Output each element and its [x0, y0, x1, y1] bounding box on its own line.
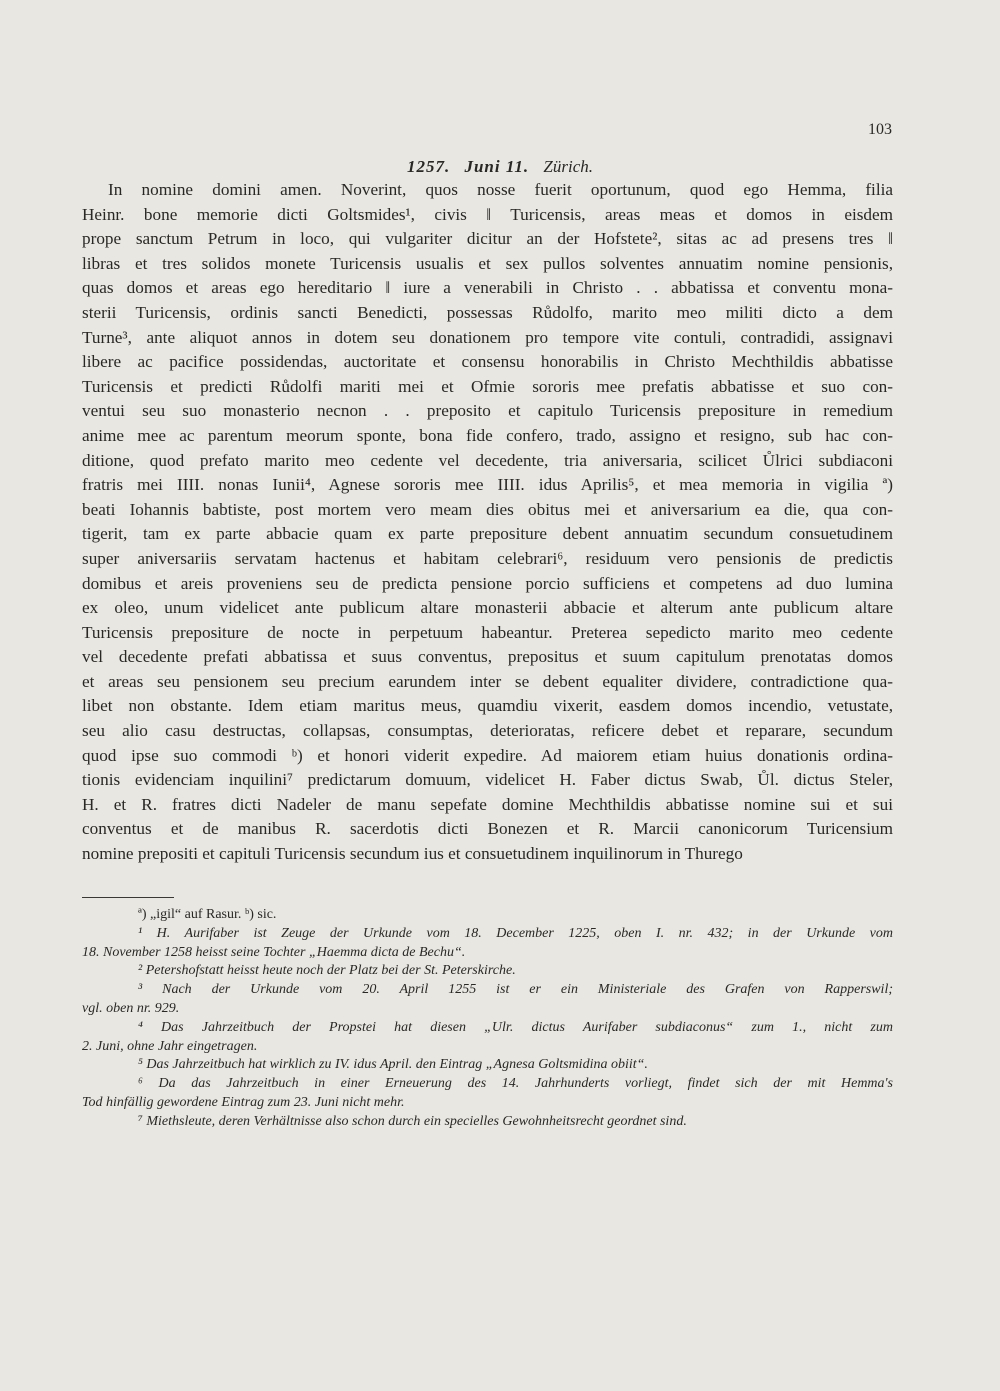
body-line: vel decedente prefati abbatissa et suus conventus, prepositus et suum capitulum prenotatas domos [82, 647, 893, 667]
body-line: Heinr. bone memorie dicti Goltsmides¹, civis ‖ Turicensis, areas meas et domos in eisdem [82, 204, 893, 224]
footnote-line: vgl. oben nr. 929. [82, 1000, 180, 1016]
body-line: seu alio casu destructas, collapsas, consumptas, deterioratas, reficere debet et reparare, secundum [82, 721, 893, 741]
body-line: Turicensis et predicti Růdolfi mariti mei et Ofmie sororis mee prefatis abbatisse et suo con- [82, 376, 893, 396]
body-line: et areas seu pensionem seu precium earundem inter se debent equaliter dividere, contradictione qua- [82, 671, 893, 691]
footnote-line: ³ Nach der Urkunde vom 20. April 1255 ist er ein Ministeriale des Grafen von Rapperswil; [138, 982, 893, 998]
footnote-line: 18. November 1258 heisst seine Tochter „Haemma dicta de Bechu“. [82, 944, 466, 960]
body-line: ventui seu suo monasterio necnon . . preposito et capitulo Turicensis prepositure in remedium [82, 401, 893, 421]
body-line: In nomine domini amen. Noverint, quos nosse fuerit oportunum, quod ego Hemma, filia [108, 180, 893, 199]
footnote-line: ⁵ Das Jahrzeitbuch hat wirklich zu IV. idus April. den Eintrag „Agnesa Goltsmidina obiit“. [138, 1057, 648, 1073]
body-line: beati Iohannis babtiste, post mortem vero meam dies obitus mei et aniversarium ea die, qua con- [82, 499, 893, 519]
footnote-line: Tod hinfällig gewordene Eintrag zum 23. Juni nicht mehr. [82, 1094, 405, 1110]
body-line: tionis evidenciam inquilini⁷ predictarum domuum, videlicet H. Faber dictus Swab, Ůl. dictus Steler, [82, 770, 893, 790]
body-line: domibus et areis proveniens seu de predicta pensione porcio sufficiens et competens ad duo lumina [82, 573, 893, 593]
footnote-separator [82, 897, 174, 898]
body-line: H. et R. fratres dicti Nadeler de manu sepefate domine Mechthildis abbatisse nomine sui et sui [82, 794, 893, 814]
heading-place: Zürich. [543, 157, 594, 176]
body-line: prope sanctum Petrum in loco, qui vulgariter dicitur an der Hofstete², sitas ac ad presens tres ‖ [82, 229, 893, 249]
footnote-line: ⁴ Das Jahrzeitbuch der Propstei hat diesen „Ulr. dictus Aurifaber subdiaconus“ zum 1., nicht zum [138, 1019, 893, 1035]
footnote-line: ⁷ Miethsleute, deren Verhältnisse also schon durch ein specielles Gewohnheitsrecht geordnet sind. [138, 1113, 687, 1129]
footnote-line: 2. Juni, ohne Jahr eingetragen. [82, 1038, 258, 1054]
footnote-line: ⁶ Da das Jahrzeitbuch in einer Erneuerung des 14. Jahrhunderts vorliegt, findet sich der mit Hemma's [138, 1076, 893, 1092]
charter-heading [0, 157, 1000, 177]
body-line: conventus et de manibus R. sacerdotis dicti Bonezen et R. Marcii canonicorum Turicensium [82, 819, 893, 839]
body-line: libras et tres solidos monete Turicensis usualis et sex pullos solventes annuatim nomine pensionis, [82, 253, 893, 273]
body-line: tigerit, tam ex parte abbacie quam ex parte prepositure debent annuatim secundum consuetudinem [82, 524, 893, 544]
body-line: Turicensis prepositure de nocte in perpetuum habeantur. Preterea sepedicto marito meo cedente [82, 622, 893, 642]
footnote-line: ª) „igil“ auf Rasur. ᵇ) sic. [138, 907, 277, 922]
footnote-line: ¹ H. Aurifaber ist Zeuge der Urkunde vom 18. December 1225, oben I. nr. 432; in der Urkunde vom [138, 925, 893, 941]
charter-body [82, 178, 893, 867]
body-line: anime mee ac parentum meorum sponte, bona fide confero, trado, assigno et resigno, sub hac con- [82, 425, 893, 445]
body-line: quod ipse suo commodi ᵇ) et honori viderit expedire. Ad maiorem etiam huius donationis ordina- [82, 745, 893, 765]
body-line: fratris mei IIII. nonas Iunii⁴, Agnese sororis mee IIII. idus Aprilis⁵, et mea memoria in vigilia ª) [82, 475, 893, 495]
body-line: sterii Turicensis, ordinis sancti Benedicti, possessas Růdolfo, marito meo militi dicto a dem [82, 302, 893, 322]
page-number: 103 [868, 121, 892, 138]
body-line: libet non obstante. Idem etiam maritus meus, quamdiu vixerit, easdem domos incendio, vetustate, [82, 696, 893, 716]
footnote-line: ² Petershofstatt heisst heute noch der Platz bei der St. Peterskirche. [138, 963, 516, 979]
body-line: libere ac pacifice possidendas, auctoritate et consensu honorabilis in Christo Mechthildis abbatisse [82, 352, 893, 372]
body-line: quas domos et areas ego hereditario ‖ iure a venerabili in Christo . . abbatissa et conventu mona- [82, 278, 893, 298]
body-line: ditione, quod prefato marito meo cedente vel decedente, tria aniversaria, scilicet Ůlrici subdiaconi [82, 450, 893, 470]
body-line: super aniversariis servatam hactenus et habitam celebrari⁶, residuum vero pensionis de predictis [82, 548, 893, 568]
footnotes [82, 906, 893, 1132]
body-line: ex oleo, unum videlicet ante publicum altare monasterii abbacie et alterum ante publicum altare [82, 598, 893, 618]
body-line: Turne³, ante aliquot annos in dotem seu donationem pro tempore vite contuli, contradidi, assignavi [82, 327, 893, 347]
heading-date: Juni 11. [464, 157, 530, 176]
body-line: nomine prepositi et capituli Turicensis secundum ius et consuetudinem inquilinorum in Thurego [82, 844, 743, 864]
heading-year: 1257. [406, 157, 451, 176]
